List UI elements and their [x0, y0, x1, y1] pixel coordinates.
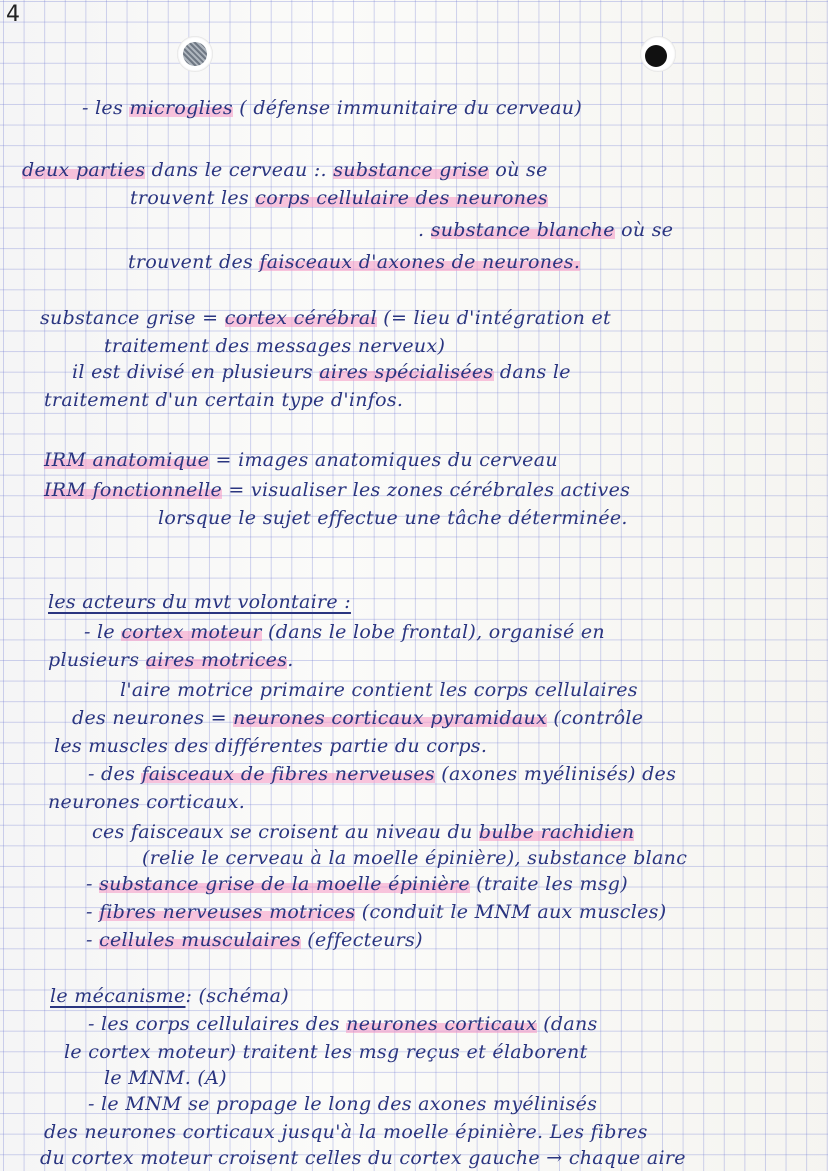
note-text: (effecteurs) [300, 929, 423, 951]
note-line [44, 478, 630, 502]
binder-hole-left [177, 36, 213, 72]
note-line [44, 388, 403, 412]
note-text: - les corps cellulaires des [88, 1013, 347, 1035]
note-text: où se [489, 159, 548, 181]
note-line [142, 846, 687, 870]
note-text: trouvent des [128, 251, 260, 273]
note-text: : (schéma) [185, 985, 289, 1007]
highlighted-term: IRM anatomique [44, 449, 210, 471]
binder-ring-left [183, 42, 207, 66]
note-text: où se [614, 219, 674, 241]
note-text: (dans le lobe frontal), organisé en [261, 621, 605, 643]
note-text: - le MNM se propage le long des axones myélinisés [88, 1093, 598, 1115]
note-line [44, 448, 558, 472]
note-line [40, 1146, 686, 1170]
note-line [48, 790, 245, 814]
note-text: - [86, 873, 100, 895]
highlighted-term: aires motrices [145, 649, 288, 671]
note-text: ( défense immunitaire du cerveau) [232, 97, 583, 119]
note-line [86, 872, 628, 896]
note-text: trouvent les [130, 187, 256, 209]
note-text: - [86, 929, 100, 951]
highlighted-term: microglies [129, 97, 233, 119]
highlighted-term: IRM fonctionnelle [44, 479, 223, 501]
note-line [104, 1066, 227, 1090]
highlighted-term: cortex cérébral [224, 307, 377, 329]
note-text: substance grise = [40, 307, 225, 329]
note-line [64, 1040, 588, 1064]
note-line [92, 820, 634, 844]
note-line [82, 96, 582, 120]
note-text: dans le [493, 361, 571, 383]
note-line [54, 734, 487, 758]
note-line [50, 984, 289, 1008]
note-text: (= lieu d'intégration et [376, 307, 611, 329]
note-text: plusieurs [48, 649, 146, 671]
note-line [48, 648, 294, 672]
note-text: - les [82, 97, 130, 119]
highlighted-term: neurones corticaux [346, 1013, 537, 1035]
note-line [128, 250, 580, 274]
note-line [86, 928, 423, 952]
note-line [130, 186, 548, 210]
note-line [48, 590, 351, 614]
note-text: (axones myélinisés) des [434, 763, 677, 785]
note-line [104, 334, 445, 358]
note-text: = images anatomiques du cerveau [209, 449, 558, 471]
note-line [72, 706, 643, 730]
highlighted-term: neurones corticaux pyramidaux [233, 707, 548, 729]
binder-ring-right [645, 45, 667, 67]
note-text: neurones corticaux. [48, 791, 246, 813]
highlighted-term: substance grise de la moelle épinière [99, 873, 470, 895]
note-text: - le [84, 621, 122, 643]
note-line [86, 900, 666, 924]
note-line [44, 1120, 648, 1144]
note-line [120, 678, 638, 702]
highlighted-term: deux parties [22, 159, 146, 181]
note-text: . [287, 649, 294, 671]
highlighted-term: faisceaux d'axones de neurones. [259, 251, 581, 273]
section-heading: les acteurs du mvt volontaire : [48, 591, 351, 613]
note-text: le MNM. (A) [104, 1067, 227, 1089]
note-line [418, 218, 673, 242]
note-text: . [418, 219, 431, 241]
note-text: du cortex moteur croisent celles du cortex gauche → chaque aire [40, 1147, 686, 1169]
binder-hole-right [640, 36, 676, 72]
note-line [22, 158, 548, 182]
highlighted-term: cortex moteur [121, 621, 262, 643]
highlighted-term: faisceaux de fibres nerveuses [141, 763, 435, 785]
note-line [158, 506, 628, 530]
note-text: dans le cerveau :. [145, 159, 334, 181]
highlighted-term: aires spécialisées [319, 361, 494, 383]
note-line [88, 1012, 598, 1036]
highlighted-term: cellules musculaires [99, 929, 301, 951]
note-text: (relie le cerveau à la moelle épinière), substance blanc [142, 847, 688, 869]
note-text: traitement d'un certain type d'infos. [44, 389, 404, 411]
note-line [72, 360, 571, 384]
section-heading: le mécanisme [50, 985, 186, 1007]
note-text: il est divisé en plusieurs [72, 361, 320, 383]
note-text: (conduit le MNM aux muscles) [355, 901, 667, 923]
note-line [88, 762, 676, 786]
highlighted-term: fibres nerveuses motrices [99, 901, 356, 923]
note-line [84, 620, 605, 644]
note-text: le cortex moteur) traitent les msg reçus et élaborent [64, 1041, 588, 1063]
highlighted-term: corps cellulaire des neurones [255, 187, 548, 209]
note-text: ces faisceaux se croisent au niveau du [92, 821, 479, 843]
note-text: les muscles des différentes partie du corps. [54, 735, 488, 757]
note-text: traitement des messages nerveux) [104, 335, 446, 357]
note-text: l'aire motrice primaire contient les corps cellulaires [120, 679, 638, 701]
highlighted-term: substance grise [333, 159, 490, 181]
note-text: lorsque le sujet effectue une tâche déterminée. [158, 507, 628, 529]
note-text: des neurones corticaux jusqu'à la moelle épinière. Les fibres [44, 1121, 648, 1143]
note-text: des neurones = [72, 707, 234, 729]
page-number: 4 [6, 2, 20, 27]
note-line [88, 1092, 597, 1116]
highlighted-term: substance blanche [430, 219, 615, 241]
note-text: - [86, 901, 100, 923]
note-text: (traite les msg) [469, 873, 628, 895]
highlighted-term: bulbe rachidien [478, 821, 635, 843]
note-text: (contrôle [547, 707, 644, 729]
note-text: (dans [536, 1013, 598, 1035]
note-text: - des [88, 763, 142, 785]
note-text: = visualiser les zones cérébrales actives [222, 479, 631, 501]
note-line [40, 306, 611, 330]
